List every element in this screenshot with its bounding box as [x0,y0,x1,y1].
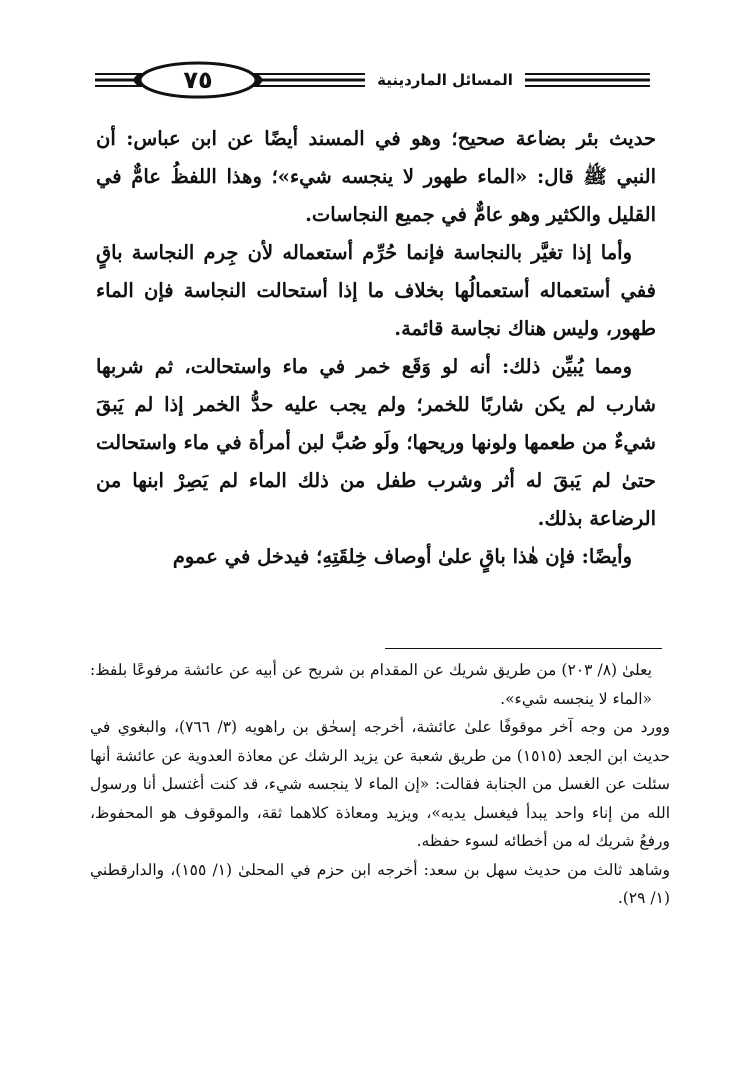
footnote-separator [385,648,662,649]
footnote: وورد من وجه آخر موقوفًا علىٰ عائشة، أخرجه إسحٰق بن راهويه (٣/ ٧٦٦)، والبغوي في حديث ابن الجعد (١٥١٥) من طريق شعبة عن يزيد الرشك عن معاذة العدوية عن عائشة أنها سئلت عن الغسل من الجنابة فقالت: «إن الماء لا ينجسه شيء، قد كنت أغتسل أنا ورسول الله من إناء واحد يبدأ فيغسل يديه»، ويزيد ومعاذة كلاهما ثقة، والموقوف هو المحفوظ، ورفعُ شريك له من أخطائه لسوء حفظه. [90,718,671,850]
running-title: المسائل الماردينية [365,68,525,92]
footnotes [90,656,670,913]
paragraph: ومما يُبيِّن ذلك: أنه لو وَقَع خمر في ماء واستحالت، ثم شربها شارب لم يكن شاربًا للخمر؛ ولم يجب عليه حدُّ الخمر إذا لم يَبقَ شيءٌ من طعمها ولونها وريحها؛ ولَو صُبَّ لبن أمرأة في ماء واستحالت حتىٰ لم يَبقَ له أثر وشرب طفل من ذلك الماء لم يَصِرْ ابنها من الرضاعة بذلك. [96,355,656,530]
page-number: ٧٥ [183,66,213,94]
page-header [95,60,650,100]
paragraph: وأيضًا: فإن هٰذا باقٍ علىٰ أوصاف خِلقَتِهِ؛ فيدخل في عموم [172,545,632,568]
footnote: وشاهد ثالث من حديث سهل بن سعد: أخرجه ابن حزم في المحلىٰ (١/ ١٥٥)، والدارقطني (١/ ٢٩). [90,860,671,907]
footnote: يعلىٰ (٨/ ٢٠٣) من طريق شريك عن المقدام بن شريح عن أبيه عن عائشة مرفوعًا بلفظ: «الماء لا ينجسه شيء». [90,661,652,708]
paragraph: حديث بئر بضاعة صحيح؛ وهو في المسند أيضًا عن ابن عباس: أن النبي ﷺ قال: «الماء طهور لا ينجسه شيء»؛ وهذا اللفظُ عامٌّ في القليل والكثير وهو عامٌّ في جميع النجاسات. [96,127,656,226]
paragraph: وأما إذا تغيَّر بالنجاسة فإنما حُرِّم أستعماله لأن جِرم النجاسة باقٍ ففي أستعماله أستعمالُها بخلاف ما إذا أستحالت النجاسة فإن الماء طهور، وليس هناك نجاسة قائمة. [96,241,656,340]
main-text [96,120,656,576]
